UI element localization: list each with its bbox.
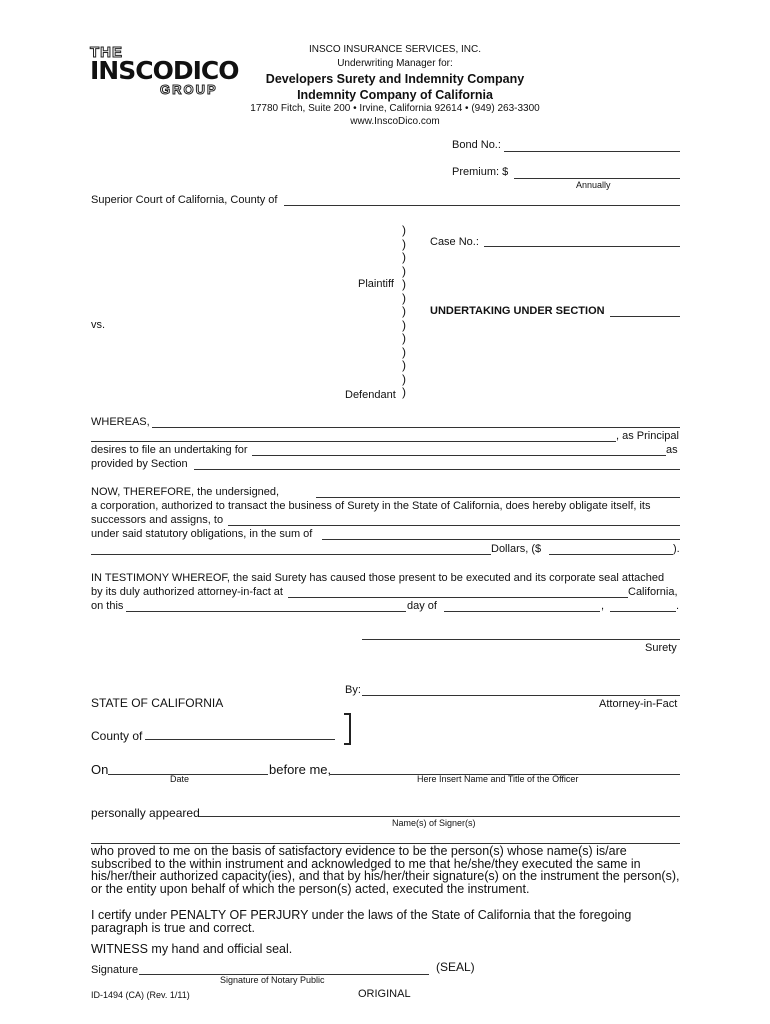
section-field[interactable] [194, 469, 680, 470]
period: . [676, 600, 680, 612]
location-field[interactable] [288, 597, 628, 598]
surety-company-1: Developers Surety and Indemnity Company [265, 72, 525, 86]
desires-label: desires to file an undertaking for [91, 444, 248, 456]
notary-county-field[interactable] [145, 739, 335, 740]
underwriting-subtitle: Underwriting Manager for: [337, 58, 453, 69]
annually-caption: Annually [576, 180, 611, 190]
paren: ) [402, 304, 406, 318]
company-address: 17780 Fitch, Suite 200 • Irvine, California 92614 • (949) 263-3300 [250, 103, 540, 114]
california-label: California, [628, 586, 678, 598]
paren: ) [402, 371, 406, 386]
paren: ) [402, 317, 406, 332]
surety-sig-field[interactable] [362, 639, 680, 640]
state-label: STATE OF CALIFORNIA [91, 696, 224, 710]
paren: ) [402, 331, 406, 345]
year-field[interactable] [610, 611, 676, 612]
paren: ) [402, 236, 406, 251]
logo-the: THE [90, 44, 123, 61]
attorney-at-label: by its duly authorized attorney-in-fact at [91, 586, 283, 598]
now-therefore-label: NOW, THEREFORE, the undersigned, [91, 486, 280, 498]
company-name: INSCO INSURANCE SERVICES, INC. [308, 44, 482, 55]
paren: ) [402, 223, 406, 237]
date-caption: Date [170, 774, 190, 784]
sum-field[interactable] [322, 539, 680, 540]
on-this-label: on this [91, 600, 124, 612]
paren: ) [402, 385, 406, 399]
paren: ) [402, 277, 406, 291]
by-label: By: [345, 684, 361, 696]
day-field[interactable] [126, 611, 406, 612]
day-of-label: day of [407, 600, 437, 612]
as-principal-label: , as Principal [616, 430, 679, 442]
sum-words-field[interactable] [91, 554, 491, 555]
plaintiff-label: Plaintiff [358, 278, 394, 290]
signers-caption: Name(s) of Signer(s) [392, 818, 476, 828]
corporation-text: a corporation, authorized to transact the business of Surety in the State of California, does hereby obligate itself, its [91, 500, 651, 512]
surety-label: Surety [645, 642, 677, 654]
undersigned-field[interactable] [316, 497, 680, 498]
obligee-field[interactable] [228, 525, 680, 526]
bracket-shape [344, 713, 351, 745]
undertaking-section-field[interactable] [610, 316, 680, 317]
dollars-amount-field[interactable] [549, 554, 673, 555]
testimony-text: IN TESTIMONY WHEREOF, the said Surety has caused those present to be executed and its corporate seal attached [91, 572, 665, 584]
signers-field[interactable] [199, 816, 680, 817]
seal-label: (SEAL) [436, 960, 475, 974]
company-logo [90, 44, 239, 99]
logo-group: GROUP [160, 82, 218, 97]
signature-label: Signature [91, 964, 139, 976]
provided-label: provided by Section [91, 458, 188, 470]
proved-paragraph: who proved to me on the basis of satisfactory evidence to be the person(s) whose name(s) is/are subscribed to the within instrument and acknowledged to me that he/she/they executed the same in his/her/their authorized capacity(ies), and that by his/her/their signature(s) on the instrument the person(s), or the entity upon behalf of which the person(s) acted, executed the instrument. [91, 844, 680, 896]
comma: , [601, 600, 605, 612]
premium-field[interactable] [514, 178, 680, 179]
whereas-field[interactable] [152, 427, 680, 428]
bond-no-field[interactable] [504, 151, 680, 152]
paren: ) [402, 263, 406, 278]
vs-label: vs. [91, 319, 106, 331]
bond-no-label: Bond No.: [452, 139, 501, 151]
undertaking-heading: UNDERTAKING UNDER SECTION [430, 305, 605, 317]
whereas-label: WHEREAS, [91, 416, 150, 428]
personally-label: personally appeared [91, 806, 200, 820]
paren: ) [402, 250, 406, 264]
case-no-field[interactable] [484, 246, 680, 247]
defendant-label: Defendant [345, 389, 396, 401]
witness-text: WITNESS my hand and official seal. [91, 942, 293, 956]
surety-company-2: Indemnity Company of California [297, 88, 493, 102]
paren: ) [402, 358, 406, 372]
before-me-label: before me, [269, 762, 332, 777]
caption-parens [402, 224, 406, 400]
dollars-close: ). [673, 543, 680, 555]
case-no-label: Case No.: [430, 236, 479, 248]
premium-label: Premium: $ [452, 166, 509, 178]
logo-inscodico: INSCODICO [90, 56, 239, 85]
county-label: County of [91, 729, 143, 743]
month-field[interactable] [444, 611, 600, 612]
paren: ) [402, 290, 406, 305]
court-label: Superior Court of California, County of [91, 194, 278, 206]
paren: ) [402, 344, 406, 359]
undertaking-for-field[interactable] [252, 455, 666, 456]
successors-label: successors and assigns, to [91, 514, 224, 526]
dollars-label: Dollars, ($ [491, 543, 542, 555]
sig-caption: Signature of Notary Public [220, 975, 325, 985]
certify-paragraph: I certify under PENALTY OF PERJURY under the laws of the State of California that the foregoing paragraph is true and correct. [91, 908, 632, 935]
company-website: www.InscoDico.com [350, 116, 440, 127]
attorney-sig-field[interactable] [362, 695, 680, 696]
original-label: ORIGINAL [358, 988, 411, 1000]
principal-field[interactable] [91, 441, 616, 442]
attorney-in-fact-label: Attorney-in-Fact [599, 698, 678, 710]
as-label: as [666, 444, 678, 456]
form-id: ID-1494 (CA) (Rev. 1/11) [91, 990, 190, 1000]
court-county-field[interactable] [284, 205, 680, 206]
officer-caption: Here Insert Name and Title of the Officer [417, 774, 579, 784]
under-label: under said statutory obligations, in the sum of [91, 528, 313, 540]
on-label: On [91, 762, 109, 777]
